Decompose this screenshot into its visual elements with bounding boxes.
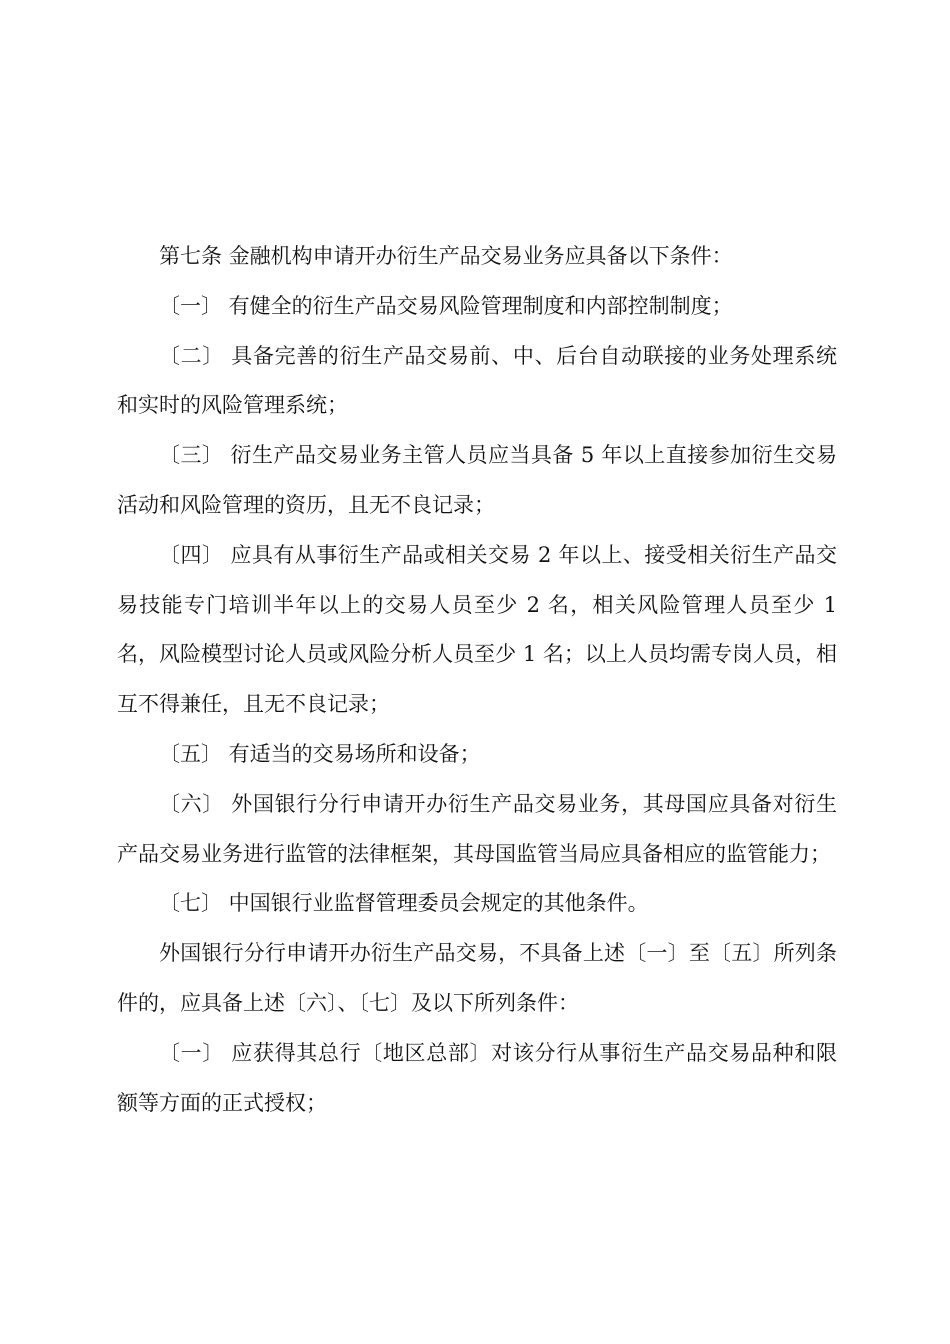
condition-2: 〔二〕 具备完善的衍生产品交易前、中、后台自动联接的业务处理系统和实时的风险管理系统； <box>117 343 837 418</box>
article-7-heading: 第七条 金融机构申请开办衍生产品交易业务应具备以下条件： <box>159 244 733 268</box>
condition-5: 〔五〕 有适当的交易场所和设备； <box>159 741 481 766</box>
condition-1: 〔一〕 有健全的衍生产品交易风险管理制度和内部控制制度； <box>159 293 733 318</box>
condition-4: 〔四〕 应具有从事衍生产品或相关交易 2 年以上、接受相关衍生产品交易技能专门培训半年以上的交易人员至少 2 名，相关风险管理人员至少 1 名，风险模型讨论人员或风险分析人员至少 1 名；以上人员均需专岗人员，相互不得兼任，且无不良记录； <box>117 542 837 717</box>
condition-6: 〔六〕 外国银行分行申请开办衍生产品交易业务，其母国应具备对衍生产品交易业务进行监管的法律框架，其母国监管当局应具备相应的监管能力； <box>117 791 837 866</box>
foreign-branch-paragraph: 外国银行分行申请开办衍生产品交易，不具备上述〔一〕至〔五〕所列条件的，应具备上述〔六〕、〔七〕及以下所列条件： <box>117 941 837 1015</box>
condition-3: 〔三〕 衍生产品交易业务主管人员应当具备 5 年以上直接参加衍生交易活动和风险管理的资历，且无不良记录； <box>117 443 837 517</box>
foreign-branch-condition-1: 〔一〕 应获得其总行〔地区总部〕对该分行从事衍生产品交易品种和限额等方面的正式授权； <box>117 1040 837 1115</box>
condition-7: 〔七〕 中国银行业监督管理委员会规定的其他条件。 <box>159 891 649 916</box>
document-body <box>117 232 837 1128</box>
